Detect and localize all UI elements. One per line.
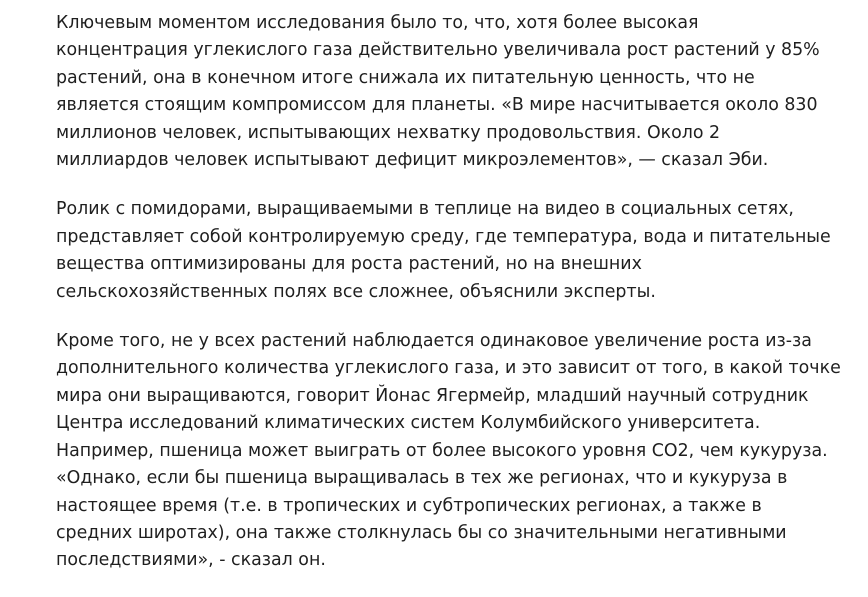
text-line: Например, пшеница может выиграть от более высокого уровня CO2, чем кукуруза. [56, 440, 828, 461]
text-line: концентрация углекислого газа действительно увеличивала рост растений у 85% [56, 40, 820, 61]
text-line: Кроме того, не у всех растений наблюдается одинаковое увеличение роста из-за [56, 331, 812, 352]
article-body [56, 10, 846, 597]
text-line: миллиардов человек испытывают дефицит микроэлементов», — сказал Эби. [56, 150, 769, 171]
text-line: средних широтах), она также столкнулась бы со значительными негативными [56, 522, 787, 543]
text-line: вещества оптимизированы для роста растений, но на внешних [56, 254, 642, 275]
text-line: растений, она в конечном итоге снижала их питательную ценность, что не [56, 67, 755, 88]
text-line: настоящее время (т.е. в тропических и субтропических регионах, а также в [56, 495, 762, 516]
text-line: последствиями», - сказал он. [56, 550, 326, 571]
paragraph-3 [56, 328, 846, 575]
text-line: является стоящим компромиссом для планеты. «В мире насчитывается около 830 [56, 95, 818, 116]
text-line: представляет собой контролируемую среду, где температура, вода и питательные [56, 226, 831, 247]
paragraph-1 [56, 10, 846, 174]
text-line: дополнительного количества углекислого газа, и это зависит от того, в какой точке [56, 358, 841, 379]
text-line: Ролик с помидорами, выращиваемыми в теплице на видео в социальных сетях, [56, 199, 794, 220]
text-line: мира они выращиваются, говорит Йонас Ягермейр, младший научный сотрудник [56, 385, 809, 406]
text-line: сельскохозяйственных полях все сложнее, объяснили эксперты. [56, 281, 656, 302]
text-line: миллионов человек, испытывающих нехватку продовольствия. Около 2 [56, 122, 721, 143]
text-line: «Однако, если бы пшеница выращивалась в тех же регионах, что и кукуруза в [56, 468, 788, 489]
text-line: Центра исследований климатических систем Колумбийского университета. [56, 413, 761, 434]
paragraph-2 [56, 196, 846, 306]
text-line: Ключевым моментом исследования было то, что, хотя более высокая [56, 13, 699, 33]
